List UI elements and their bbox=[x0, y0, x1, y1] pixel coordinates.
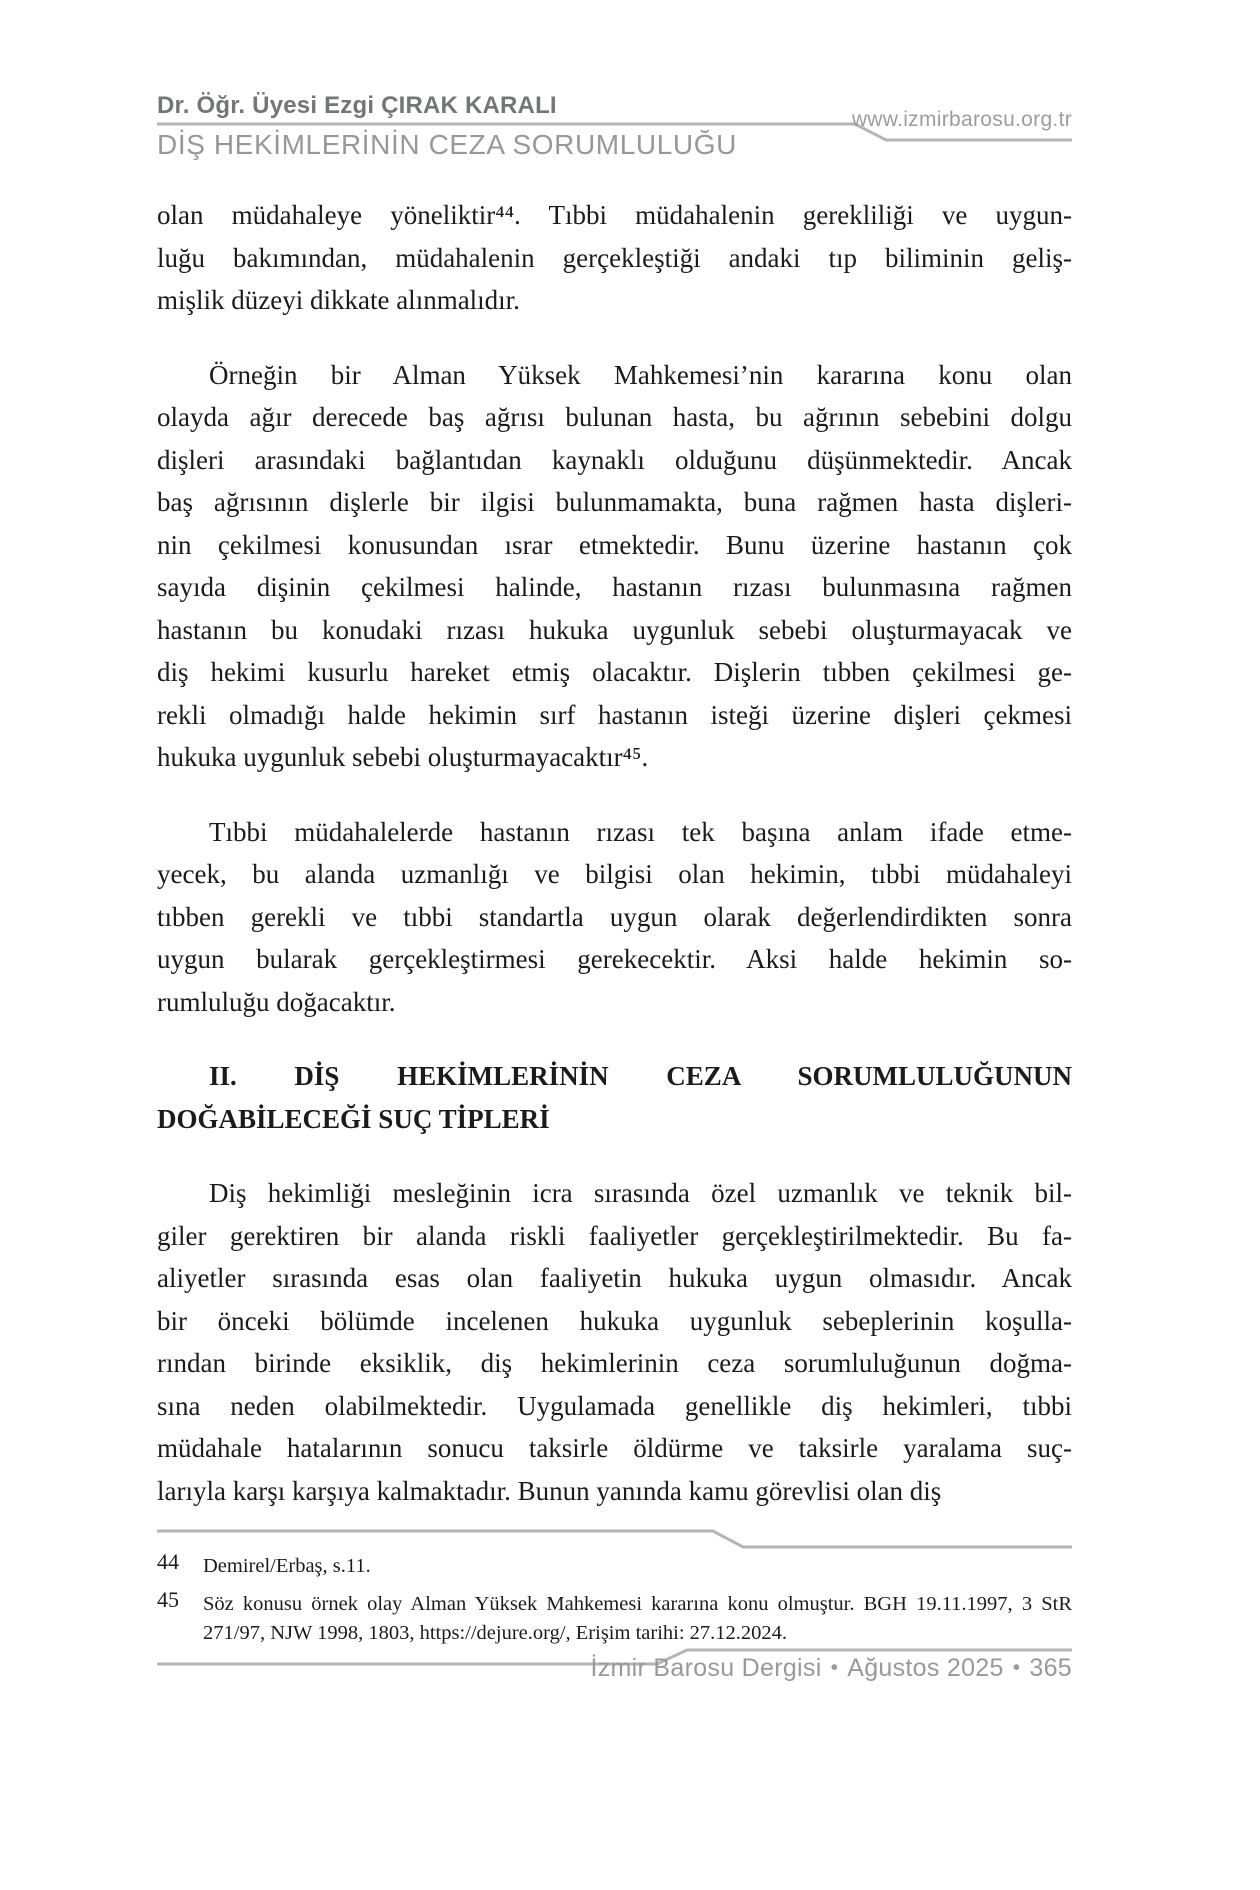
text-line: aliyetler sırasında esas olan faaliyetin hukuka uygun olmasıdır. Ancak bbox=[157, 1263, 1072, 1293]
footnote bbox=[157, 1549, 1072, 1581]
text-line: sayıda dişinin çekilmesi halinde, hastanın rızası bulunmasına rağmen bbox=[157, 572, 1072, 602]
text-line: larıyla karşı karşıya kalmaktadır. Bunun yanında kamu görevlisi olan diş bbox=[157, 1475, 942, 1506]
article-body bbox=[157, 194, 1072, 1512]
text-line: olan müdahaleye yöneliktir⁴⁴. Tıbbi müdahalenin gerekliliği ve uygun- bbox=[157, 200, 1072, 230]
section-heading bbox=[157, 1055, 1072, 1140]
text-line: olayda ağır derecede baş ağrısı bulunan hasta, bu ağrının sebebini dolgu bbox=[157, 402, 1072, 432]
header-website-url: www.izmirbarosu.org.tr bbox=[851, 108, 1072, 131]
footer-journal-name: İzmir Barosu Dergisi bbox=[590, 1654, 822, 1682]
text-line: dişleri arasındaki bağlantıdan kaynaklı olduğunu düşünmektedir. Ancak bbox=[157, 444, 1072, 475]
text-line: yecek, bu alanda uzmanlığı ve bilgisi olan hekimin, tıbbi müdahaleyi bbox=[157, 859, 1072, 889]
footnote-text-line: Söz konusu örnek olay Alman Yüksek Mahkemesi kararına konu olmuştur. BGH 19.11.1997, 3 StR bbox=[203, 1593, 1072, 1615]
header-author: Dr. Öğr. Üyesi Ezgi ÇIRAK KARALI bbox=[157, 92, 557, 119]
paragraph bbox=[157, 1172, 1072, 1512]
text-line: baş ağrısının dişlerle bir ilgisi bulunmamakta, buna rağmen hasta dişleri- bbox=[157, 487, 1072, 517]
text-line: Tıbbi müdahalelerde hastanın rızası tek başına anlam ifade etme- bbox=[209, 816, 1072, 847]
paragraph bbox=[157, 354, 1072, 779]
text-line: diş hekimi kusurlu hareket etmiş olacaktır. Dişlerin tıbben çekilmesi ge- bbox=[157, 657, 1072, 687]
text-line: mişlik düzeyi dikkate alınmalıdır. bbox=[157, 285, 520, 315]
footer-bullet-icon: • bbox=[1012, 1656, 1021, 1679]
text-line: DOĞABİLECEĞİ SUÇ TİPLERİ bbox=[157, 1103, 550, 1134]
text-line: uygun bularak gerçekleştirmesi gerekecektir. Aksi halde hekimin so- bbox=[157, 944, 1072, 974]
header-article-title: DİŞ HEKİMLERİNİN CEZA SORUMLULUĞU bbox=[157, 129, 737, 160]
footnote-number: 44 bbox=[157, 1549, 179, 1574]
footnote-text-line: Demirel/Erbaş, s.11. bbox=[203, 1555, 371, 1577]
text-line: rumluluğu doğacaktır. bbox=[157, 986, 396, 1017]
paragraph bbox=[157, 811, 1072, 1024]
text-line: hastanın bu konudaki rızası hukuka uygunluk sebebi oluşturmayacak ve bbox=[157, 614, 1072, 645]
footnote-text-line: 271/97, NJW 1998, 1803, https://dejure.org/, Erişim tarihi: 27.12.2024. bbox=[203, 1622, 788, 1644]
text-line: II. DİŞ HEKİMLERİNİN CEZA SORUMLULUĞUNUN bbox=[209, 1061, 1072, 1091]
text-line: müdahale hatalarının sonucu taksirle öldürme ve taksirle yaralama suç- bbox=[157, 1433, 1072, 1463]
text-line: bir önceki bölümde incelenen hukuka uygunluk sebeplerinin koşulla- bbox=[157, 1305, 1072, 1336]
text-line: Diş hekimliği mesleğinin icra sırasında özel uzmanlık ve teknik bil- bbox=[209, 1178, 1072, 1208]
paragraph bbox=[157, 194, 1072, 322]
text-line: giler gerektiren bir alanda riskli faaliyetler gerçekleştirilmektedir. Bu fa- bbox=[157, 1220, 1072, 1251]
text-line: luğu bakımından, müdahalenin gerçekleştiği andaki tıp biliminin geliş- bbox=[157, 242, 1072, 273]
text-line: rekli olmadığı halde hekimin sırf hastanın isteği üzerine dişleri çekmesi bbox=[157, 699, 1072, 730]
footnote bbox=[157, 1587, 1072, 1648]
footer-bullet-icon: • bbox=[830, 1656, 839, 1679]
text-line: Örneğin bir Alman Yüksek Mahkemesi’nin kararına konu olan bbox=[209, 359, 1072, 390]
text-line: hukuka uygunluk sebebi oluşturmayacaktır⁴⁵. bbox=[157, 742, 649, 772]
text-line: tıbben gerekli ve tıbbi standartla uygun olarak değerlendirdikten sonra bbox=[157, 901, 1072, 932]
footnote-separator-line bbox=[157, 1531, 1072, 1547]
footer-issue: Ağustos 2025 bbox=[847, 1654, 1004, 1682]
footnotes-section bbox=[157, 1549, 1072, 1657]
journal-footer bbox=[591, 1654, 1073, 1683]
text-line: nin çekilmesi konusundan ısrar etmektedir. Bunu üzerine hastanın çok bbox=[157, 529, 1072, 560]
footer-page-number: 365 bbox=[1029, 1654, 1072, 1682]
footnote-number: 45 bbox=[157, 1587, 179, 1612]
text-line: rından birinde eksiklik, diş hekimlerinin ceza sorumluluğunun doğma- bbox=[157, 1348, 1072, 1378]
text-line: sına neden olabilmektedir. Uygulamada genellikle diş hekimleri, tıbbi bbox=[157, 1390, 1072, 1421]
